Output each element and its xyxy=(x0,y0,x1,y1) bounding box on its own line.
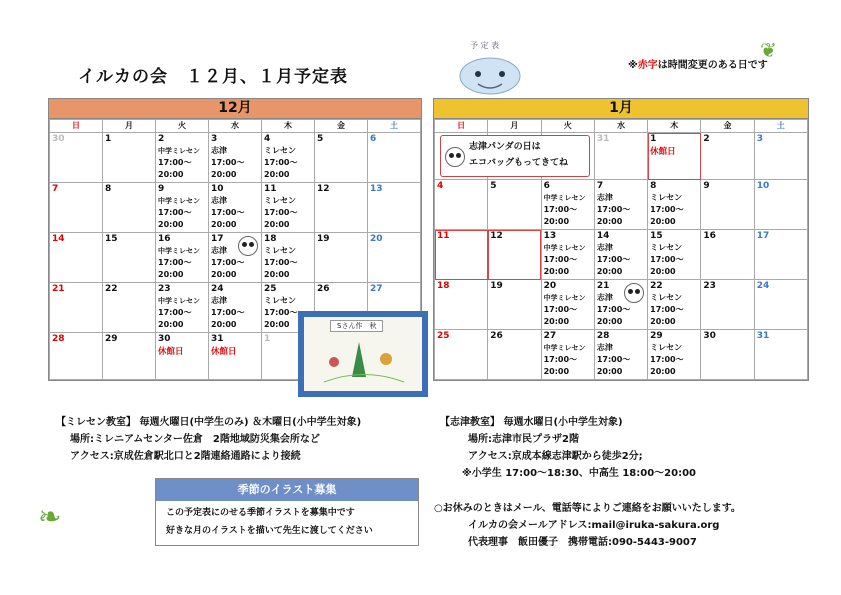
event-text: 17:00～ xyxy=(596,255,631,264)
event-text: 20:00 xyxy=(158,270,184,279)
event-text: 20:00 xyxy=(158,170,184,179)
day-number: 6 xyxy=(543,181,550,191)
event-text: ミレセン xyxy=(264,296,296,305)
weekday-0: 日 xyxy=(50,120,103,133)
day-cell xyxy=(50,183,103,233)
day-cell xyxy=(701,280,754,330)
day-cell xyxy=(103,333,156,380)
shizu-info xyxy=(440,414,696,482)
event-text: 中学ミレセン xyxy=(158,297,200,305)
day-number: 1 xyxy=(650,134,657,144)
day-number: 9 xyxy=(703,181,710,191)
event-text: 17:00～ xyxy=(543,205,578,214)
event-text: 17:00～ xyxy=(543,305,578,314)
day-cell xyxy=(594,330,647,380)
event-text: ミレセン xyxy=(650,343,683,352)
shizu-place: 場所:志津市民プラザ2階 xyxy=(468,434,579,445)
artwork-frame xyxy=(298,311,428,397)
day-cell xyxy=(541,180,594,230)
panda-icon xyxy=(238,236,258,256)
day-cell xyxy=(701,230,754,280)
note-red: 赤字 xyxy=(637,60,658,71)
event-text: 20:00 xyxy=(211,220,237,229)
note-rest: は時間変更のある日です xyxy=(657,60,768,71)
shizu-heading: 【志津教室】 毎週水曜日(小中学生対象) xyxy=(440,417,623,428)
day-cell xyxy=(156,333,209,380)
day-cell xyxy=(541,330,594,380)
day-number: 26 xyxy=(490,331,503,341)
event-text: 20:00 xyxy=(596,367,623,376)
event-text: 20:00 xyxy=(264,320,290,329)
day-number: 13 xyxy=(543,231,557,241)
event-text: 志津 xyxy=(211,296,227,305)
day-cell xyxy=(368,133,421,183)
day-number: 11 xyxy=(437,231,450,241)
day-number: 2 xyxy=(158,134,165,144)
mirecen-heading: 【ミレセン教室】 毎週火曜日(中学生のみ) ＆木曜日(小中学生対象) xyxy=(56,417,362,428)
day-number: 6 xyxy=(370,134,377,144)
week-row xyxy=(435,330,808,380)
day-cell xyxy=(754,180,807,230)
event-text: 17:00～ xyxy=(211,308,245,317)
day-cell xyxy=(754,133,807,180)
event-text: 志津 xyxy=(596,243,613,252)
day-cell xyxy=(754,230,807,280)
month-header: 12月 xyxy=(49,99,421,119)
week-row xyxy=(435,180,808,230)
event-text: 20:00 xyxy=(543,367,570,376)
month-header: 1月 xyxy=(434,99,808,119)
day-number: 29 xyxy=(650,331,663,341)
closed-label: 休館日 xyxy=(211,347,237,357)
event-text: 17:00～ xyxy=(211,158,245,167)
weekday-5: 金 xyxy=(701,120,754,133)
weekday-4: 木 xyxy=(648,120,701,133)
day-cell xyxy=(50,133,103,183)
event-text: 17:00～ xyxy=(158,308,192,317)
event-text: 17:00～ xyxy=(596,305,631,314)
day-number: 24 xyxy=(756,281,770,291)
vine-top-right-icon: ❦ xyxy=(760,38,777,62)
event-text: 17:00～ xyxy=(264,308,298,317)
day-number: 21 xyxy=(596,281,610,291)
day-cell xyxy=(754,330,807,380)
day-cell xyxy=(488,330,541,380)
day-cell xyxy=(103,183,156,233)
event-text: 20:00 xyxy=(158,320,184,329)
day-number: 28 xyxy=(596,331,610,341)
week-row xyxy=(435,280,808,330)
day-number: 14 xyxy=(596,231,610,241)
day-cell xyxy=(156,183,209,233)
day-number: 9 xyxy=(158,184,165,194)
day-cell xyxy=(754,280,807,330)
event-text: 中学ミレセン xyxy=(158,247,200,255)
illust-box xyxy=(155,478,419,546)
panda-notice xyxy=(440,135,590,177)
event-text: 志津 xyxy=(596,193,613,202)
vine-bottom-left-icon: ❧ xyxy=(38,500,62,533)
day-number: 15 xyxy=(650,231,663,241)
day-number: 12 xyxy=(490,231,503,241)
day-cell xyxy=(648,230,701,280)
illust-line2: 好きな月のイラストを描いて先生に渡してください xyxy=(166,526,373,536)
day-cell xyxy=(315,133,368,183)
event-text: 17:00～ xyxy=(650,255,684,264)
day-cell xyxy=(156,233,209,283)
day-number: 3 xyxy=(756,134,763,144)
illust-box-title: 季節のイラスト募集 xyxy=(156,479,418,501)
day-number: 13 xyxy=(370,184,383,194)
shizu-access: アクセス:京成本線志津駅から徒歩2分; xyxy=(468,451,643,462)
event-text: 中学ミレセン xyxy=(543,344,586,352)
week-row xyxy=(50,233,421,283)
weekday-5: 金 xyxy=(315,120,368,133)
day-number: 15 xyxy=(105,234,118,244)
mirecen-access: アクセス:京成佐倉駅北口と2階連絡通路により接続 xyxy=(70,451,301,462)
event-text: 20:00 xyxy=(264,270,290,279)
contact-line3: 代表理事 飯田優子 携帯電話:090-5443-9007 xyxy=(468,537,697,548)
day-number: 10 xyxy=(211,184,224,194)
day-number: 26 xyxy=(317,284,330,294)
weekday-2: 火 xyxy=(156,120,209,133)
event-text: ミレセン xyxy=(650,193,683,202)
weekday-0: 日 xyxy=(435,120,488,133)
dolphin-logo xyxy=(448,40,532,100)
event-text: 中学ミレセン xyxy=(543,194,586,202)
day-cell xyxy=(209,333,262,380)
day-cell xyxy=(209,233,262,283)
weekday-3: 水 xyxy=(594,120,647,133)
day-number: 20 xyxy=(543,281,557,291)
day-cell xyxy=(156,133,209,183)
day-number: 19 xyxy=(490,281,503,291)
day-cell xyxy=(50,333,103,380)
event-text: ミレセン xyxy=(264,196,296,205)
day-cell xyxy=(594,180,647,230)
day-number: 31 xyxy=(756,331,770,341)
day-cell xyxy=(209,133,262,183)
event-text: 17:00～ xyxy=(596,355,631,364)
day-cell xyxy=(594,280,647,330)
day-cell xyxy=(262,183,315,233)
day-cell xyxy=(541,230,594,280)
day-cell xyxy=(156,283,209,333)
day-cell xyxy=(315,183,368,233)
legend-note xyxy=(628,56,768,71)
day-number: 30 xyxy=(703,331,716,341)
event-text: 中学ミレセン xyxy=(543,294,586,302)
day-number: 2 xyxy=(703,134,710,144)
event-text: 17:00～ xyxy=(650,355,684,364)
event-text: 17:00～ xyxy=(264,208,298,217)
day-number: 1 xyxy=(264,334,271,344)
weekday-2: 火 xyxy=(541,120,594,133)
event-text: 20:00 xyxy=(650,267,676,276)
weekday-1: 月 xyxy=(488,120,541,133)
event-text: 20:00 xyxy=(264,170,290,179)
day-number: 25 xyxy=(264,284,277,294)
weekday-6: 土 xyxy=(754,120,807,133)
contact-info xyxy=(434,500,741,551)
day-number: 17 xyxy=(211,234,224,244)
day-cell xyxy=(262,233,315,283)
event-text: 20:00 xyxy=(650,317,676,326)
day-number: 5 xyxy=(317,134,324,144)
day-cell xyxy=(209,283,262,333)
day-cell xyxy=(209,183,262,233)
day-number: 12 xyxy=(317,184,330,194)
day-number: 10 xyxy=(756,181,770,191)
day-number: 27 xyxy=(370,284,383,294)
logo-text: 予 定 表 xyxy=(470,41,500,50)
day-number: 7 xyxy=(596,181,604,191)
day-number: 21 xyxy=(52,284,65,294)
mirecen-info xyxy=(56,414,361,465)
artwork-drawing xyxy=(314,337,412,387)
day-number: 22 xyxy=(105,284,118,294)
day-cell xyxy=(368,233,421,283)
day-number: 30 xyxy=(158,334,171,344)
day-number: 7 xyxy=(52,184,59,194)
day-number: 17 xyxy=(756,231,770,241)
event-text: 20:00 xyxy=(264,220,290,229)
panda-notice-line2: エコバッグもってきてね xyxy=(469,158,569,168)
panda-notice-line1: 志津パンダの日は xyxy=(469,142,541,152)
day-number: 19 xyxy=(317,234,330,244)
day-cell xyxy=(488,230,541,280)
event-text: ミレセン xyxy=(264,146,296,155)
event-text: 17:00～ xyxy=(264,158,298,167)
event-text: 20:00 xyxy=(596,217,623,226)
event-text: 17:00～ xyxy=(264,258,298,267)
event-text: 17:00～ xyxy=(650,205,684,214)
day-number: 1 xyxy=(105,134,112,144)
event-text: 17:00～ xyxy=(211,208,245,217)
event-text: 中学ミレセン xyxy=(158,147,200,155)
day-cell xyxy=(701,330,754,380)
event-text: 17:00～ xyxy=(158,158,192,167)
event-text: 中学ミレセン xyxy=(543,244,586,252)
day-number: 16 xyxy=(158,234,171,244)
event-text: 20:00 xyxy=(543,267,570,276)
day-cell xyxy=(594,133,647,180)
day-number: 18 xyxy=(437,281,450,291)
closed-label: 休館日 xyxy=(158,347,184,357)
closed-label: 休館日 xyxy=(650,147,676,157)
day-number: 8 xyxy=(650,181,657,191)
day-cell xyxy=(701,133,754,180)
day-number: 29 xyxy=(105,334,118,344)
event-text: 志津 xyxy=(596,343,613,352)
day-number: 18 xyxy=(264,234,277,244)
day-cell xyxy=(701,180,754,230)
day-cell xyxy=(103,233,156,283)
day-number: 20 xyxy=(370,234,383,244)
day-cell xyxy=(648,133,701,180)
week-row xyxy=(50,133,421,183)
day-cell xyxy=(648,330,701,380)
event-text: ミレセン xyxy=(264,246,296,255)
day-cell xyxy=(50,233,103,283)
event-text: 中学ミレセン xyxy=(158,197,200,205)
day-cell xyxy=(103,283,156,333)
day-cell xyxy=(541,280,594,330)
event-text: 17:00～ xyxy=(158,258,192,267)
event-text: ミレセン xyxy=(650,243,683,252)
event-text: 20:00 xyxy=(596,267,623,276)
day-cell xyxy=(315,233,368,283)
day-number: 27 xyxy=(543,331,557,341)
event-text: 17:00～ xyxy=(211,258,245,267)
day-cell xyxy=(103,133,156,183)
event-text: 20:00 xyxy=(543,217,570,226)
day-number: 16 xyxy=(703,231,716,241)
mirecen-place: 場所:ミレニアムセンター佐倉 2階地域防災集会所など xyxy=(70,434,320,445)
day-cell xyxy=(435,330,488,380)
day-number: 14 xyxy=(52,234,65,244)
day-cell xyxy=(50,283,103,333)
weekday-1: 月 xyxy=(103,120,156,133)
day-number: 25 xyxy=(437,331,450,341)
event-text: 20:00 xyxy=(543,317,570,326)
week-row xyxy=(435,230,808,280)
event-text: 志津 xyxy=(211,246,227,255)
day-number: 23 xyxy=(158,284,171,294)
event-text: 20:00 xyxy=(211,270,237,279)
panda-icon xyxy=(445,147,465,167)
contact-line2: イルカの会メールアドレス:mail@iruka-sakura.org xyxy=(468,520,720,531)
page-title: イルカの会 １２月、１月予定表 xyxy=(78,67,348,87)
event-text: 17:00～ xyxy=(596,205,631,214)
event-text: 20:00 xyxy=(211,320,237,329)
day-cell xyxy=(488,280,541,330)
event-text: 17:00～ xyxy=(543,255,578,264)
day-number: 30 xyxy=(52,134,65,144)
weekday-3: 水 xyxy=(209,120,262,133)
shizu-hours: ※小学生 17:00～18:30、中高生 18:00～20:00 xyxy=(462,468,697,479)
day-cell xyxy=(488,180,541,230)
day-number: 31 xyxy=(596,134,610,144)
day-cell xyxy=(262,133,315,183)
week-row xyxy=(50,183,421,233)
day-number: 5 xyxy=(490,181,497,191)
day-number: 3 xyxy=(211,134,218,144)
day-number: 22 xyxy=(650,281,663,291)
event-text: 20:00 xyxy=(650,217,676,226)
event-text: 20:00 xyxy=(158,220,184,229)
day-number: 23 xyxy=(703,281,716,291)
day-cell xyxy=(435,180,488,230)
day-number: 28 xyxy=(52,334,65,344)
event-text: 20:00 xyxy=(596,317,623,326)
event-text: 志津 xyxy=(211,196,227,205)
event-text: 20:00 xyxy=(650,367,676,376)
day-cell xyxy=(435,280,488,330)
day-cell xyxy=(368,183,421,233)
event-text: 20:00 xyxy=(211,170,237,179)
event-text: 17:00～ xyxy=(543,355,578,364)
day-number: 11 xyxy=(264,184,277,194)
event-text: 志津 xyxy=(596,293,613,302)
day-cell xyxy=(648,280,701,330)
event-text: ミレセン xyxy=(650,293,683,302)
weekday-4: 木 xyxy=(262,120,315,133)
day-number: 24 xyxy=(211,284,224,294)
panda-icon xyxy=(624,283,644,303)
weekday-6: 土 xyxy=(368,120,421,133)
day-number: 31 xyxy=(211,334,224,344)
day-cell xyxy=(594,230,647,280)
artwork-caption: Sさん作 秋 xyxy=(330,320,383,332)
day-cell xyxy=(648,180,701,230)
day-number: 4 xyxy=(437,181,444,191)
illust-line1: この予定表にのせる季節イラストを募集中です xyxy=(166,508,355,518)
day-number: 4 xyxy=(264,134,271,144)
event-text: 17:00～ xyxy=(650,305,684,314)
day-number: 8 xyxy=(105,184,112,194)
day-cell xyxy=(435,230,488,280)
note-prefix: ※ xyxy=(628,60,638,71)
event-text: 志津 xyxy=(211,146,227,155)
contact-line1: ○お休みのときはメール、電話等によりご連絡をお願いいたします。 xyxy=(434,503,741,514)
event-text: 17:00～ xyxy=(158,208,192,217)
